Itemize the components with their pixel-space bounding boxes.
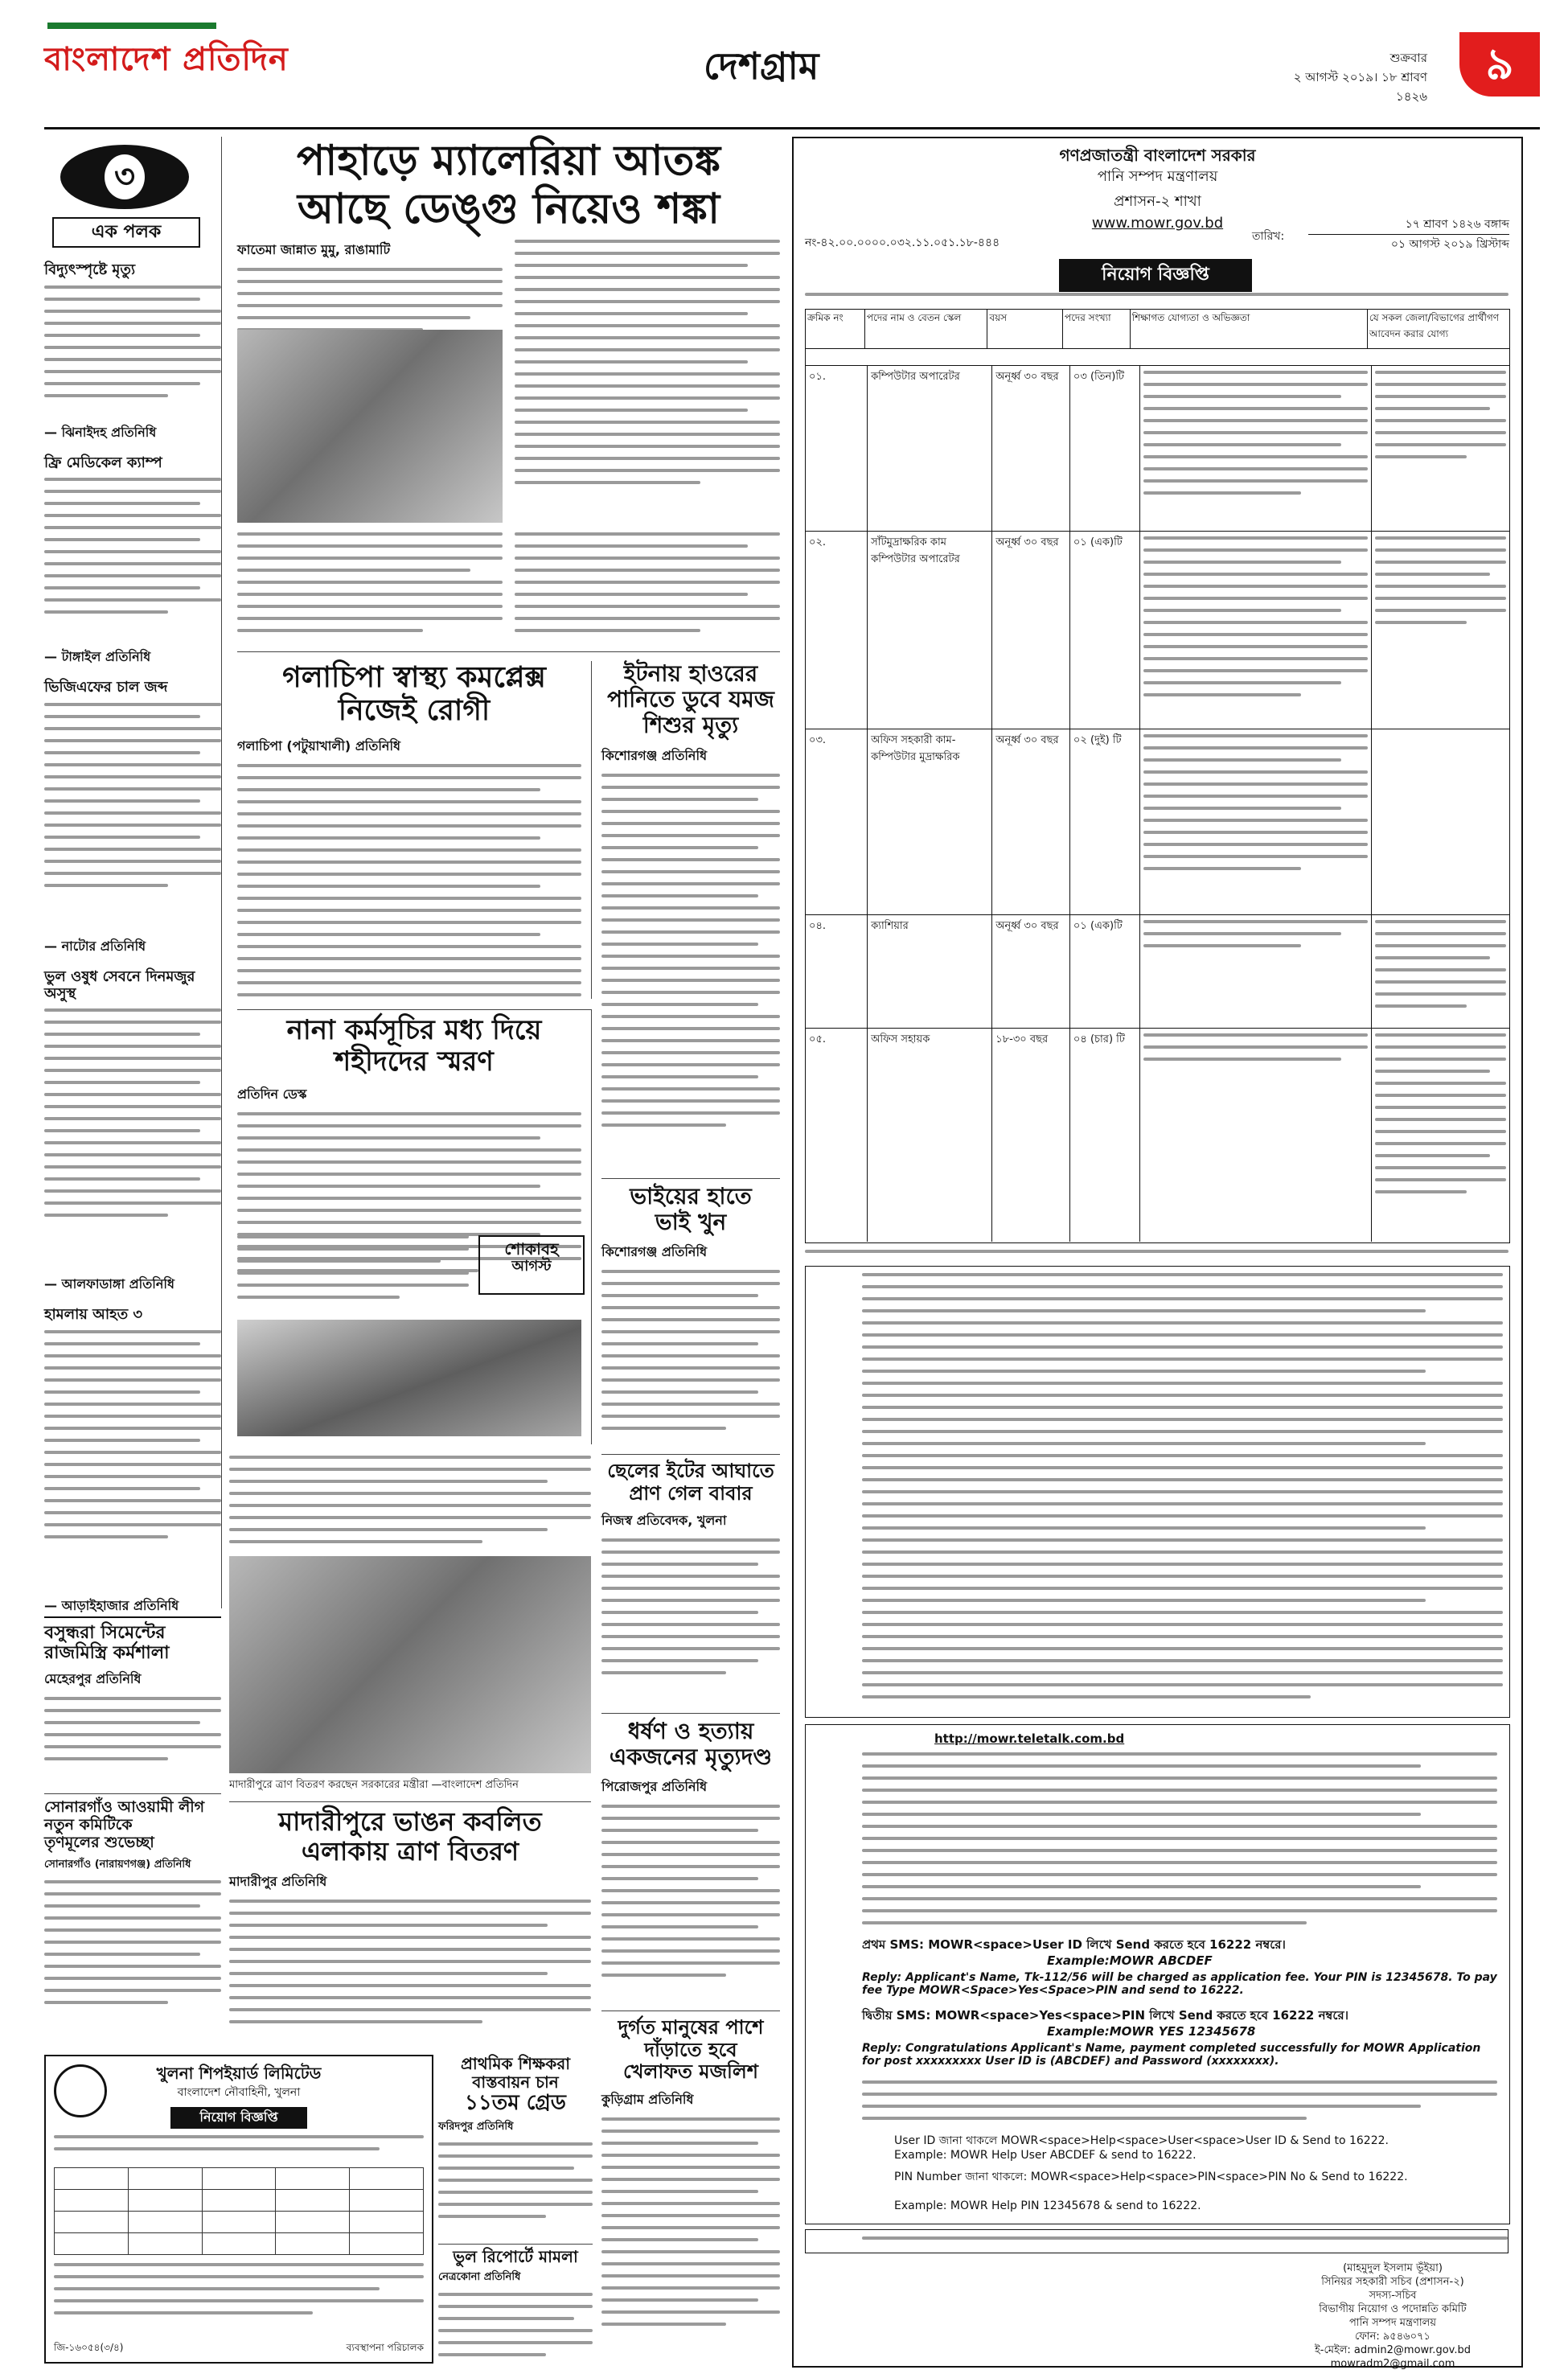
byline: গলাচিপা (পটুয়াখালী) প্রতিনিধি [237, 737, 401, 754]
row-sl: ০৫. [806, 1029, 868, 1242]
headline[interactable]: একজনের মৃত্যুদণ্ড [609, 1744, 773, 1771]
row-district [1372, 532, 1509, 729]
shipyard-logo [54, 2064, 107, 2117]
headline[interactable]: ধর্ষণ ও হত্যায় [627, 1718, 754, 1744]
sms-example-1: Example:MOWR ABCDEF [1047, 1953, 1213, 1968]
badge-number: ৩ [105, 154, 145, 199]
body-text [44, 1874, 221, 2025]
article-teachers [438, 2055, 593, 2240]
row-age: অনূর্ধ্ব ৩০ বছর [992, 915, 1070, 1028]
sidebar-ek-polok [44, 137, 222, 1614]
row-sl: ০১. [806, 366, 868, 531]
body-text [515, 240, 780, 517]
headline[interactable]: নতুন কমিটিকে [44, 1815, 133, 1834]
col-header: শিক্ষাগত যোগ্যতা ও অভিজ্ঞতা [1131, 310, 1368, 348]
row-count: ০২ (দুই) টি [1070, 729, 1140, 914]
body-text [601, 1798, 780, 1998]
row-sl: ০২. [806, 532, 868, 729]
headline[interactable]: প্রাথমিক শিক্ষকরা [460, 2054, 570, 2073]
badge-line: শোকাবহ [504, 1239, 559, 1259]
memorial-photo [237, 1320, 581, 1436]
ministry-sign: পানি সম্পদ মন্ত্রণালয় [1348, 2317, 1437, 2329]
date-block [1308, 215, 1509, 254]
byline: নিজস্ব প্রতিবেদক, খুলনা [601, 1513, 727, 1529]
row-district [1372, 915, 1509, 1028]
body-text [601, 2111, 780, 2343]
row-district [1372, 729, 1509, 914]
body-text [44, 1690, 221, 1777]
sidebar-item-title: ভিজিএফের চাল জব্দ [44, 679, 168, 696]
headline[interactable]: নানা কর্মসূচির মধ্য দিয়ে [286, 1014, 542, 1046]
newspaper-logo[interactable]: বাংলাদেশ প্রতিদিন [44, 40, 289, 78]
body-text [46, 2129, 432, 2167]
row-age: ১৮-৩০ বছর [992, 1029, 1070, 1242]
article-shahid-smaran [237, 1009, 592, 1444]
article-galachipa [237, 661, 592, 999]
headline[interactable]: শহীদদের স্মরণ [335, 1045, 494, 1078]
article-khelafat [601, 2011, 780, 2365]
sidebar-item-credit: — আড়াইহাজার প্রতিনিধি [44, 1598, 179, 1614]
sidebar-item-credit: — টাঙ্গাইল প্রতিনিধি [44, 649, 151, 665]
committee: বিভাগীয় নিয়োগ ও পদোন্নতি কমিটি [1319, 2303, 1467, 2315]
article-awami-league [44, 1793, 221, 2052]
col-header: পদের নাম ও বেতন স্কেল [865, 310, 988, 348]
row-district [1372, 1029, 1509, 1242]
shipyard-signer: ব্যবস্থাপনা পরিচালক [346, 2342, 424, 2353]
sms-step-2: দ্বিতীয় SMS: MOWR<space>Yes<space>PIN লিখে Send করতে হবে 16222 নম্বরে। [862, 2008, 1349, 2023]
row-age: অনূর্ধ্ব ৩০ বছর [992, 532, 1070, 729]
photo-caption: মাদারীপুরে ত্রাণ বিতরণ করছেন সরকারের মন্ত্রীরা —বাংলাদেশ প্রতিদিন [229, 1779, 519, 1791]
govt-title: গণপ্রজাতন্ত্রী বাংলাদেশ সরকার [1059, 146, 1256, 165]
mosquito-photo [237, 330, 503, 523]
sidebar-item-title: হামলায় আহত ৩ [44, 1306, 143, 1324]
help-1-example: Example: MOWR Help User ABCDEF & send to 16222. [894, 2149, 1197, 2162]
shipyard-table [46, 2167, 432, 2255]
shipyard-notice: নিয়োগ বিজ্ঞপ্তি [170, 2107, 307, 2129]
signer-name: (মাহমুদুল ইসলাম ভূঁইয়া) [1343, 2262, 1443, 2274]
online-instructions [805, 1724, 1510, 2224]
row-count: ০১ (এক)টি [1070, 915, 1140, 1028]
relief-photo [229, 1556, 591, 1773]
row-count: ০৪ (চার) টি [1070, 1029, 1140, 1242]
page-number: ৯ [1459, 32, 1540, 97]
sms-step-1: প্রথম SMS: MOWR<space>User ID লিখে Send করতে হবে 16222 নম্বরে। [862, 1937, 1286, 1952]
row-district [1372, 366, 1509, 531]
date-bn: ১৭ শ্রাবণ ১৪২৬ বঙ্গাব্দ [1308, 215, 1509, 235]
row-count: ০৩ (তিন)টি [1070, 366, 1140, 531]
table-row [806, 532, 1509, 729]
conditions-intro [805, 1250, 1508, 1264]
table-row [806, 915, 1509, 1029]
row-qualification [1140, 366, 1373, 531]
shipyard-sub: বাংলাদেশ নৌবাহিনী, খুলনা [177, 2086, 301, 2099]
col-header: যে সকল জেলা/বিভাগের প্রার্থীগণ আবেদন করার যোগ্য [1369, 312, 1500, 339]
headline[interactable]: সোনারগাঁও আওয়ামী লীগ [44, 1798, 205, 1816]
date-label: ২ আগস্ট ২০১৯। ১৮ শ্রাবণ ১৪২৬ [1293, 70, 1427, 104]
body-text [46, 2255, 432, 2327]
body-text [229, 1893, 591, 2032]
table-row [806, 729, 1509, 915]
body-text [438, 2286, 593, 2365]
headline[interactable]: তৃণমূলের শুভেচ্ছা [44, 1833, 154, 1851]
sidebar-item-credit: — ঝিনাইদহ প্রতিনিধি [44, 424, 157, 440]
table-header [806, 310, 1509, 349]
body-text [601, 1532, 780, 1695]
sms-reply-1: Reply: Applicant's Name, Tk-112/56 will be charged as application fee. Your PIN is 12345678. To pay fee Type MOWR<Space>Yes<Space>PIN and send to 16222. [862, 1971, 1497, 1997]
body-text [806, 1267, 1509, 1715]
headline[interactable]: বাস্তবায়ন চান [472, 2072, 559, 2092]
body-text [44, 471, 221, 647]
row-age: অনূর্ধ্ব ৩০ বছর [992, 366, 1070, 531]
row-post: অফিস সহায়ক [868, 1029, 992, 1242]
branch: প্রশাসন-২ শাখা [1114, 193, 1201, 210]
body-text [862, 1752, 1497, 1929]
body-text [805, 293, 1508, 310]
body-text [862, 2080, 1497, 2129]
email-2[interactable]: mowradm2@gmail.com [1330, 2358, 1455, 2370]
article-rape-verdict [601, 1713, 780, 2003]
byline: মাদারীপুর প্রতিনিধি [229, 1873, 327, 1889]
headline[interactable]: এলাকায় ত্রাণ বিতরণ [301, 1835, 519, 1867]
row-qualification [1140, 532, 1373, 729]
phone: ফোন: ৯৫৪৬০৭১ [1355, 2331, 1430, 2343]
sidebar-item [44, 262, 221, 444]
byline: কুড়িগ্রাম প্রতিনিধি [601, 2091, 694, 2107]
ad-code: জি-১৬০৫৪(৩/৪) [54, 2342, 124, 2353]
badge-label: এক পলক [52, 217, 200, 248]
sidebar-item-title: ফ্রি মেডিকেল ক্যাম্প [44, 454, 162, 471]
row-post: সাঁটমুদ্রাক্ষরিক কাম কম্পিউটার অপারেটর [868, 532, 992, 729]
row-sl: ০৪. [806, 915, 868, 1028]
byline: সোনারগাঁও (নারায়ণগঞ্জ) প্রতিনিধি [44, 1858, 191, 1871]
headline[interactable]: ভাই খুন [655, 1209, 727, 1236]
headline[interactable]: রাজমিস্ত্রি কর্মশালা [44, 1642, 170, 1664]
byline: প্রতিদিন ডেস্ক [237, 1086, 307, 1103]
body-text [601, 1263, 780, 1439]
article-itna [601, 661, 780, 1168]
sidebar-item-title: বিদ্যুৎস্পৃষ্টে মৃত্যু [44, 261, 136, 278]
final-notes [805, 2229, 1508, 2253]
sidebar-item [44, 969, 221, 1296]
table-row [806, 1029, 1509, 1242]
row-age: অনূর্ধ্ব ৩০ বছর [992, 729, 1070, 914]
badge-line: আগস্ট [511, 1258, 552, 1275]
ek-polok-badge [44, 137, 205, 257]
shipyard-ad [44, 2055, 433, 2364]
logo-tagline-bar [47, 23, 216, 29]
byline: মেহেরপুর প্রতিনিধি [44, 1670, 142, 1686]
headline[interactable]: দাঁড়াতে হবে [644, 2037, 737, 2061]
headline[interactable]: খেলাফত মজলিশ [623, 2060, 758, 2084]
date-label: তারিখ: [1252, 230, 1285, 243]
headline[interactable]: পানিতে ডুবে যমজ [607, 686, 774, 713]
date-en: ০১ আগস্ট ২০১৯ খ্রিস্টাব্দ [1390, 238, 1509, 251]
body-text [229, 1456, 591, 1552]
shokabaho-badge [478, 1235, 585, 1295]
member-title: সদস্য-সচিব [1369, 2290, 1417, 2302]
sidebar-item-title: ভুল ওষুধ সেবনে দিনমজুর অসুস্থ [44, 968, 195, 1002]
article-brick [601, 1454, 780, 1704]
headline[interactable]: ভাইয়ের হাতে [630, 1183, 752, 1210]
website-link[interactable]: www.mowr.gov.bd [1091, 215, 1224, 232]
row-qualification [1140, 729, 1373, 914]
headline[interactable]: ১১তম গ্রেড [465, 2091, 566, 2115]
recruitment-table [805, 309, 1510, 1243]
sidebar-item [44, 680, 221, 958]
body-text [515, 532, 780, 645]
headline[interactable]: শিশুর মৃত্যু [642, 712, 739, 739]
memo-no: নং-৪২.০০.০০০০.০৩২.১১.০৫১.১৮-৪৪৪ [805, 236, 1000, 249]
row-qualification [1140, 1029, 1373, 1242]
row-count: ০১ (এক)টি [1070, 532, 1140, 729]
headline[interactable]: ছেলের ইটের আঘাতে [607, 1459, 774, 1482]
body-text [44, 1002, 221, 1274]
help-1: User ID জানা থাকলে MOWR<space>Help<space>User<space>User ID & Send to 16222. [894, 2134, 1389, 2147]
headline[interactable]: প্রাণ গেল বাবার [629, 1481, 753, 1505]
conditions-table [805, 1266, 1510, 1718]
article-cement [44, 1616, 221, 1787]
col-header: ক্রমিক নং [806, 310, 865, 348]
sidebar-item-credit: — নাটোর প্রতিনিধি [44, 939, 146, 955]
row-post: কম্পিউটার অপারেটর [868, 366, 992, 531]
headline[interactable]: দুর্গত মানুষের পাশে [618, 2015, 764, 2039]
masthead [44, 0, 1540, 129]
row-post: ক্যাশিয়ার [868, 915, 992, 1028]
help-2: PIN Number জানা থাকলে: MOWR<space>Help<space>PIN<space>PIN No & Send to 16222. [894, 2171, 1408, 2183]
notice-title: নিয়োগ বিজ্ঞপ্তি [1059, 259, 1252, 292]
headline[interactable]: নিজেই রোগী [338, 693, 491, 728]
body-text [44, 279, 221, 422]
lead-headline-1[interactable]: পাহাড়ে ম্যালেরিয়া আতঙ্ক [296, 136, 721, 185]
byline: কিশোরগঞ্জ প্রতিনিধি [601, 747, 708, 763]
sms-example-2: Example:MOWR YES 12345678 [1047, 2024, 1256, 2039]
article-vai-khun [601, 1178, 780, 1444]
section-title: দেশগ্রাম [704, 44, 819, 88]
dateline [1283, 48, 1427, 106]
day-label: শুক্রবার [1389, 51, 1427, 65]
help-2-example: Example: MOWR Help PIN 12345678 & send to 16222. [894, 2199, 1201, 2212]
body-text [601, 767, 780, 1136]
article-madaripur [229, 1801, 591, 2043]
signer-title: সিনিয়র সহকারী সচিব (প্রশাসন-২) [1321, 2276, 1464, 2288]
body-text [44, 1324, 221, 1596]
sidebar-item [44, 455, 221, 669]
row-sl: ০৩. [806, 729, 868, 914]
lead-byline: ফাতেমা জান্নাত মুমু, রাঙামাটি [237, 242, 391, 257]
lead-headline-2[interactable]: আছে ডেঙ্গু নিয়েও শঙ্কা [297, 183, 720, 233]
headline[interactable]: গলাচিপা স্বাস্থ্য কমপ্লেক্স [282, 660, 546, 694]
signature-block [1276, 2261, 1509, 2371]
headline[interactable]: মাদারীপুরে ভাঙন কবলিত [278, 1806, 542, 1837]
byline: কিশোরগঞ্জ প্রতিনিধি [601, 1244, 708, 1260]
sidebar-item [44, 1307, 221, 1617]
headline[interactable]: ইটনায় হাওরের [623, 660, 758, 687]
headline[interactable]: ভুল রিপোর্টে মামলা [453, 2247, 578, 2266]
body-text [237, 261, 503, 340]
body-text [237, 758, 591, 1005]
byline: ফরিদপুর প্রতিনিধি [438, 2120, 514, 2133]
table-row [806, 366, 1509, 532]
article-report [438, 2244, 593, 2365]
body-text [237, 532, 503, 645]
table-index-row [806, 349, 1509, 366]
col-header: পদের সংখ্যা [1063, 310, 1131, 348]
body-text [44, 696, 221, 936]
byline: পিরোজপুর প্রতিনিধি [601, 1779, 708, 1795]
lead-article [237, 137, 780, 652]
email-1[interactable]: ই-মেইল: admin2@mowr.gov.bd [1315, 2344, 1471, 2356]
shipyard-org: খুলনা শিপইয়ার্ড লিমিটেড [156, 2064, 322, 2083]
headline[interactable]: বসুন্ধরা সিমেন্টের [44, 1622, 166, 1643]
body-text [237, 1235, 469, 1312]
row-post: অফিস সহকারী কাম-কম্পিউটার মুদ্রাক্ষরিক [868, 729, 992, 914]
ministry: পানি সম্পদ মন্ত্রণালয় [1097, 168, 1218, 185]
byline: নেত্রকোনা প্রতিনিধি [438, 2271, 521, 2283]
sms-reply-2: Reply: Congratulations Applicant's Name, payment completed successfully for MOWR Application for post xxxxxxxxx User ID is (ABCDEF) and Password (xxxxxxxx). [862, 2042, 1481, 2068]
teletalk-link[interactable]: http://mowr.teletalk.com.bd [934, 1731, 1125, 1746]
col-header: বয়স [987, 310, 1063, 348]
govt-recruitment-ad [792, 137, 1523, 2368]
body-text [438, 2136, 593, 2223]
sidebar-item-credit: — আলফাডাঙ্গা প্রতিনিধি [44, 1276, 174, 1292]
row-qualification [1140, 915, 1373, 1028]
